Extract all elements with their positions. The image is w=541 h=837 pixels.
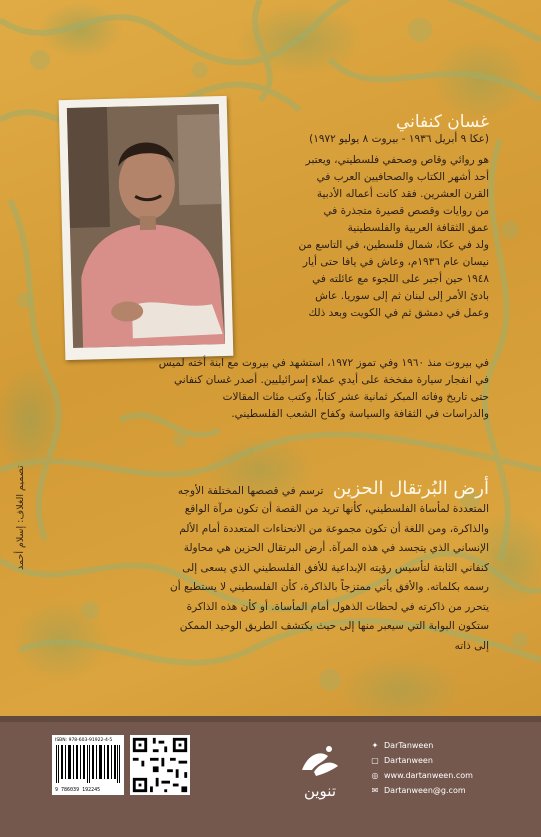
bio-line: نيسان عام ١٩٣٦م، وعاش في يافا حتى أيار	[302, 256, 489, 268]
qr-code	[130, 735, 190, 795]
twitter-icon: ✦	[371, 741, 379, 750]
book-title-line	[69, 480, 489, 500]
publisher-logo	[290, 740, 350, 810]
bio-line: من روايات وقصص قصيرة متجذرة في	[323, 205, 489, 217]
social-row-email[interactable]	[370, 783, 473, 798]
bio-line: بادئ الأمر إلى لبنان ثم إلى سوريا. عاش	[315, 290, 489, 302]
instagram-icon: ▢	[371, 756, 379, 765]
bio-line: القرن العشرين. فقد كانت أعماله الأدبية	[316, 188, 489, 200]
author-dates: (عكا ٩ أبريل ١٩٣٦ - بيروت ٨ يوليو ١٩٧٢)	[309, 133, 489, 145]
isbn-barcode	[52, 735, 124, 795]
blurb-line: والذاكرة، ومن اللغة أن تكون مجموعة من الانحناءات المتعددة أمام الألم	[179, 522, 489, 535]
barcode-number: 9 786039 192245	[55, 787, 101, 793]
social-handle: Dartanween	[384, 756, 433, 765]
author-name: غسان كنفاني	[395, 112, 489, 132]
author-bio-continued	[69, 355, 489, 423]
author-photo	[67, 104, 225, 348]
footer-divider	[0, 716, 541, 722]
bio-line: ١٩٤٨ حين أجبر على اللجوء مع عائلته في	[312, 273, 489, 285]
social-links	[370, 738, 473, 798]
bio-line: في بيروت منذ ١٩٦٠ وفي تموز ١٩٧٢، استشهد في بيروت مع ابنة أخته لميس	[158, 357, 489, 369]
publisher-name: تنوين	[303, 782, 337, 800]
cover-design-credit: تصميم الغلاف: إسلام أحمد	[15, 465, 26, 570]
bio-line: أحد أشهر الكتاب والصحافيين العرب في	[316, 171, 489, 183]
book-title-tail: ترسم في قصصها المختلفة الأوجه	[177, 485, 324, 497]
isbn-label: ISBN: 978-603-91922-4-5	[55, 738, 113, 743]
bio-line: عمق الثقافة العربية والفلسطينية	[347, 222, 489, 234]
social-handle: Dartanween@g.com	[384, 786, 466, 795]
bio-line: في انفجار سيارة مفخخة على أيدي عملاء إسرائيليين. أصدر غسان كنفاني	[174, 374, 489, 386]
social-row-twitter[interactable]	[370, 738, 473, 753]
bio-line: وعمل في دمشق ثم في الكويت وبعد ذلك	[308, 307, 489, 319]
blurb-line: إلى ذاته	[454, 639, 489, 652]
blurb-line: الإنساني الذي يتجسد في هذه المرآة. أرض البرتقال الحزين هي محاولة	[183, 542, 489, 554]
social-handle: DarTanween	[384, 741, 434, 750]
book-title: أرض البُرتقال الحزين	[332, 478, 489, 499]
bio-line: حتى تاريخ وفاته المبكر ثمانية عشر كتاباً، وكتب مئات المقالات	[222, 391, 489, 403]
author-bio	[267, 152, 489, 322]
social-handle: www.dartanween.com	[384, 771, 473, 780]
bio-line: والدراسات في الثقافة والسياسة وكفاح الشعب الفلسطيني.	[231, 408, 489, 420]
globe-icon: ◎	[371, 771, 379, 780]
blurb-line: ستكون البوابة التي سيعبر منها إلى حيث يكتشف الطريق الوحيد الممكن	[179, 620, 489, 632]
book-blurb	[69, 500, 489, 656]
publisher-emblem-icon	[298, 740, 342, 782]
bio-line: هو روائي وقاص وصحفي فلسطيني، ويعتبر	[305, 154, 489, 166]
social-row-instagram[interactable]	[370, 753, 473, 768]
blurb-line: يتحرر من ذاكرته في لحظات الذهول أمام المأساة. أو كأن هذه الذاكرة	[186, 600, 489, 613]
email-icon: ✉	[371, 786, 379, 795]
author-photo-frame	[59, 96, 234, 360]
blurb-line: رسمه بكلماته. والأفق يأتي ممتزجاً بالذاكرة، كأن الفلسطيني لا يستطيع أن	[170, 581, 489, 593]
blurb-line: المتعددة لمأساة الفلسطيني، كأنها تريد من القصة أن تكون مرآة الواقع	[184, 503, 489, 515]
blurb-line: كنفاني الثابتة لتأسيس رؤيته الإبداعية للأفق الفلسطيني الذي يسعى إلى	[182, 561, 489, 574]
bio-line: ولد في عكا، شمال فلسطين، في التاسع من	[298, 239, 489, 251]
social-row-website[interactable]	[370, 768, 473, 783]
barcode-bars	[56, 745, 120, 783]
